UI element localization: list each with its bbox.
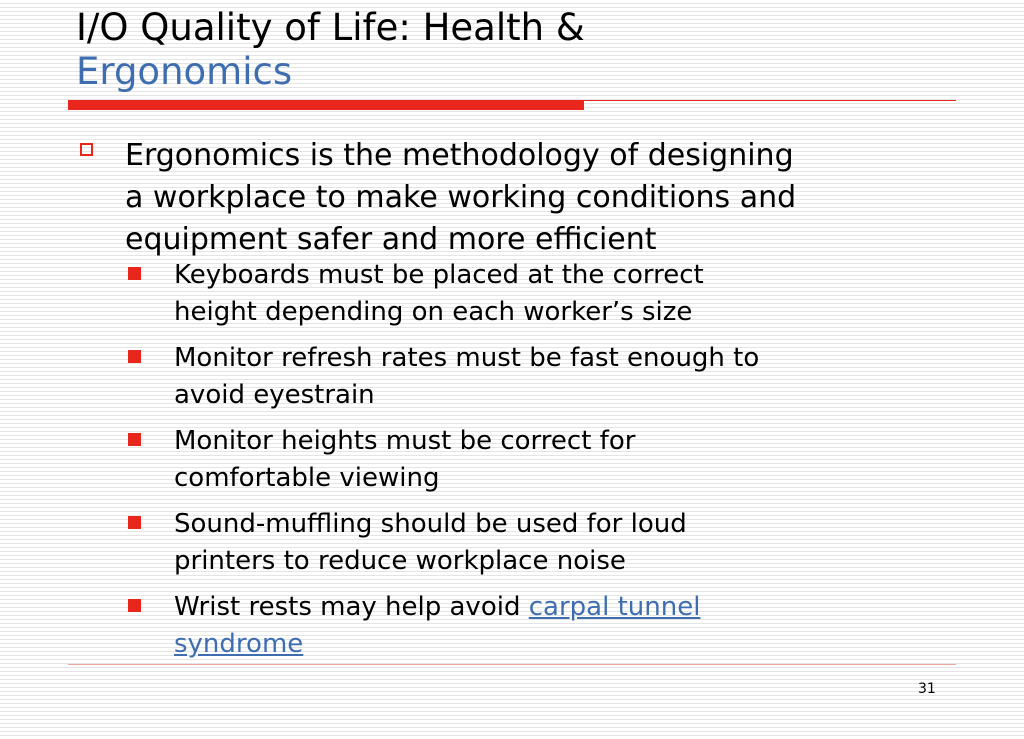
slide-title	[76, 6, 585, 94]
title-underline-bar	[68, 100, 584, 110]
title-line-1: I/O Quality of Life: Health &	[76, 6, 585, 49]
main-bullet-text: Ergonomics is the methodology of designing a workplace to make working conditions and equipment safer and more efficient	[125, 138, 797, 257]
title-underline-rule	[584, 100, 956, 101]
title-line-2: Ergonomics	[76, 50, 293, 93]
square-bullet-icon	[128, 516, 141, 529]
sub-bullet-text: Sound-muffling should be used for loud printers to reduce workplace noise	[174, 509, 687, 576]
sub-bullet	[128, 589, 948, 663]
sub-bullet-list	[128, 257, 948, 672]
sub-bullet-text	[174, 589, 948, 663]
square-bullet-icon	[128, 350, 141, 363]
sub-bullet	[128, 257, 948, 331]
square-bullet-icon	[128, 599, 141, 612]
sub-bullet	[128, 340, 948, 414]
carpal-tunnel-link-line-2: syndrome	[174, 629, 304, 659]
sub-bullet-text: Keyboards must be placed at the correct height depending on each worker’s size	[174, 260, 704, 327]
sub-bullet	[128, 423, 948, 497]
carpal-tunnel-link-line-1: carpal tunnel	[528, 592, 701, 622]
hollow-square-bullet-icon	[80, 143, 93, 156]
sub-bullet-text: Monitor heights must be correct for comfortable viewing	[174, 426, 636, 493]
square-bullet-icon	[128, 267, 141, 280]
sub-bullet-text: Monitor refresh rates must be fast enough to avoid eyestrain	[174, 343, 760, 410]
footer-rule	[68, 664, 956, 665]
sub-bullet	[128, 506, 948, 580]
main-bullet	[76, 135, 956, 261]
square-bullet-icon	[128, 433, 141, 446]
page-number: 31	[918, 681, 936, 697]
wrist-rest-text: Wrist rests may help avoid	[174, 592, 529, 622]
